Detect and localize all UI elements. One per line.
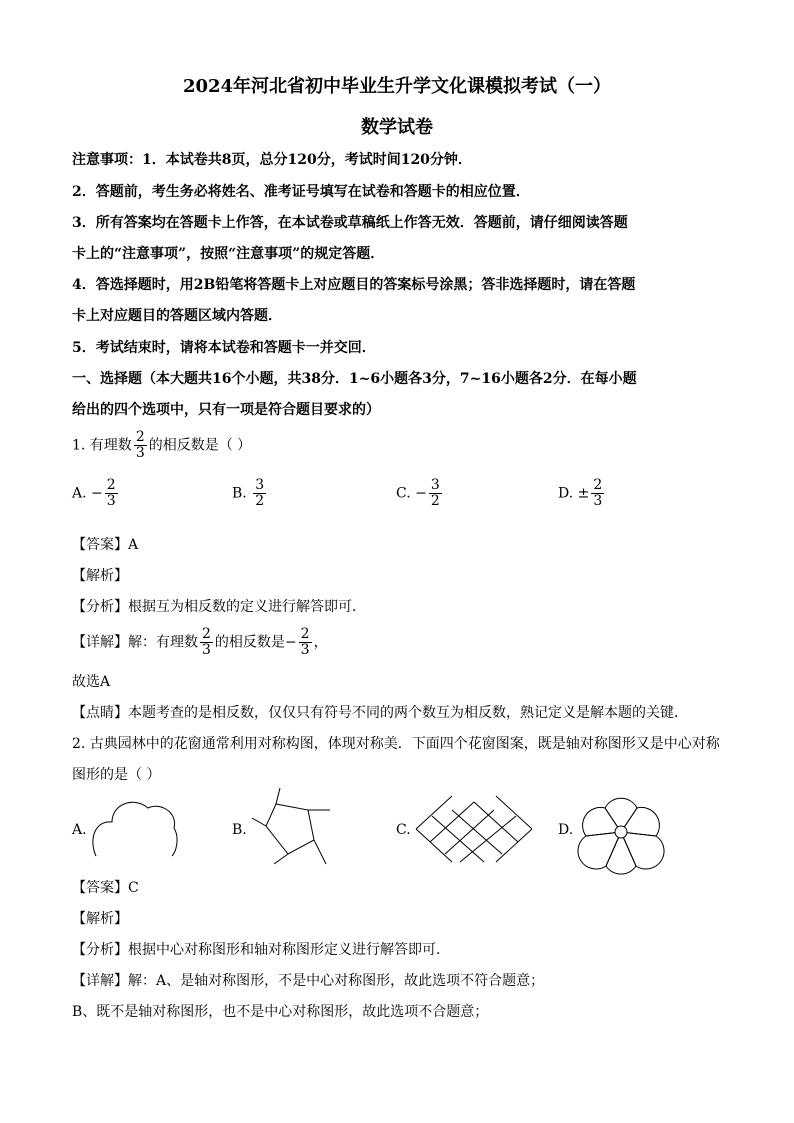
q1-option-a-label: A.	[72, 485, 87, 502]
exam-subtitle: 数学试卷	[361, 117, 433, 138]
q1-option-d-label: D.	[558, 485, 574, 502]
exam-title: 2024年河北省初中毕业生升学文化课模拟考试（一）	[182, 76, 612, 97]
q2-option-d-label: D.	[558, 822, 574, 838]
q2-option-b-label: B.	[232, 822, 247, 838]
q1-detail	[72, 627, 328, 658]
q1-option-b-num: 3	[255, 477, 265, 493]
q2-detail-b: B、既不是轴对称图形，也不是中心对称图形，故此选项不合题意；	[72, 1004, 489, 1020]
q1-prefix: 1. 有理数	[72, 437, 132, 454]
q2-analysis-heading: 【解析】	[72, 911, 128, 927]
q1-detail-mid: 的相反数是−	[214, 634, 297, 651]
q1-option-a-num: 2	[106, 477, 116, 493]
question-2-cont: 图形的是（ ）	[72, 767, 161, 783]
q1-detail-suffix: ，	[313, 634, 328, 651]
note-1: 注意事项：1．本试卷共8页，总分120分，考试时间120分钟．	[72, 152, 472, 168]
q1-option-a	[72, 478, 120, 509]
q1-detail-prefix: 【详解】解：有理数	[72, 634, 198, 651]
q1-option-d	[558, 478, 606, 509]
q1-option-c-num: 3	[430, 477, 440, 493]
q1-analysis-heading: 【解析】	[72, 568, 128, 584]
note-3: 3．所有答案均在答题卡上作答，在本试卷或草稿纸上作答无效．答题前，请仔细阅读答题	[72, 215, 628, 231]
q1-option-b-den: 2	[255, 493, 265, 509]
q2-answer: 【答案】C	[72, 880, 139, 896]
q1-detail-frac2-den: 3	[300, 642, 310, 658]
q1-option-d-fraction	[591, 478, 604, 509]
q1-option-c-sign: −	[415, 485, 427, 502]
q1-frac-den: 3	[135, 445, 145, 461]
q2-option-a-label: A.	[72, 822, 87, 838]
lattice-pattern-icon	[416, 796, 532, 862]
note-4: 4．答选择题时，用2B铅笔将答题卡上对应题目的答案标号涂黑；答非选择题时，请在答题	[72, 277, 636, 293]
q1-option-d-num: 2	[593, 477, 603, 493]
note-4-cont: 卡上对应题目的答题区域内答题．	[72, 308, 282, 324]
q1-detail-frac1-num: 2	[202, 626, 211, 642]
q1-option-d-sign: ±	[577, 485, 590, 502]
q1-suffix: 的相反数是（ ）	[148, 437, 252, 454]
q1-option-b-fraction	[253, 478, 266, 509]
q1-option-c-fraction	[429, 478, 442, 509]
q1-detail-fraction-2	[299, 627, 312, 658]
question-1	[72, 430, 251, 461]
q1-option-b	[232, 478, 268, 509]
q1-option-d-den: 3	[593, 493, 603, 509]
q2-detail: 【详解】解：A、是轴对称图形，不是中心对称图形，故此选项不符合题意；	[72, 973, 545, 989]
q1-comment: 【点睛】本题考查的是相反数，仅仅只有符号不同的两个数互为相反数，熟记定义是解本题的关键．	[72, 705, 688, 721]
q1-choose: 故选A	[72, 674, 111, 690]
q1-frac-num: 2	[135, 429, 145, 445]
cloud-pattern-icon	[90, 798, 180, 860]
q1-option-b-label: B.	[232, 485, 247, 502]
q1-option-c-den: 2	[430, 493, 440, 509]
note-3-cont: 卡上的“注意事项”，按照“注意事项”的规定答题．	[72, 246, 385, 262]
q1-option-a-den: 3	[106, 493, 116, 509]
note-5: 5．考试结束时，请将本试卷和答题卡一并交回．	[72, 340, 376, 356]
q1-fraction	[134, 430, 147, 461]
q2-analysis: 【分析】根据中心对称图形和轴对称图形定义进行解答即可．	[72, 942, 450, 958]
section-heading-cont: 给出的四个选项中，只有一项是符合题目要求的）	[72, 402, 380, 418]
pentagon-pattern-icon	[250, 788, 332, 870]
section-heading: 一、选择题（本大题共16个小题，共38分．1~6小题各3分，7~16小题各2分．在每小题	[72, 371, 637, 387]
q1-detail-frac2-num: 2	[300, 626, 310, 642]
plum-blossom-pattern-icon	[578, 790, 664, 872]
q1-answer: 【答案】A	[72, 537, 139, 553]
q1-analysis: 【分析】根据互为相反数的定义进行解答即可．	[72, 599, 366, 615]
q1-option-a-fraction	[105, 478, 118, 509]
question-2: 2. 古典园林中的花窗通常利用对称构图，体现对称美．下面四个花窗图案，既是轴对称图形又是中心对称	[72, 736, 720, 752]
q1-detail-fraction-1	[200, 627, 213, 658]
q1-option-c	[396, 478, 444, 509]
q2-option-c-label: C.	[396, 822, 411, 838]
q1-option-c-label: C.	[396, 485, 411, 502]
q1-detail-frac1-den: 3	[202, 642, 211, 658]
q1-option-a-sign: −	[91, 485, 103, 502]
note-2: 2．答题前，考生务必将姓名、准考证号填写在试卷和答题卡的相应位置．	[72, 184, 530, 200]
